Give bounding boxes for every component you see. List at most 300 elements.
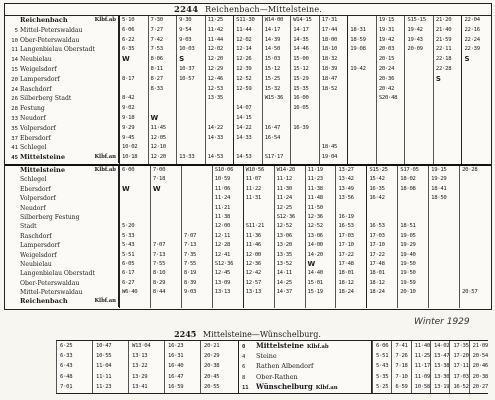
time-cell: 15·01 [307, 279, 323, 286]
time-cell: 15·42 [369, 176, 385, 183]
time-cell: W13·04 [132, 343, 151, 349]
station-km: 11 [11, 47, 18, 54]
time-cell: W15·36 [264, 95, 284, 102]
time-cell: 8·11 [150, 66, 163, 72]
time-cell: 10·47 [96, 343, 112, 349]
time-cell: 12·52 [307, 223, 323, 230]
time-cell: 14·17 [264, 26, 281, 33]
time-cell: 12·00 [214, 223, 231, 230]
time-cell: 5·51 [376, 353, 389, 360]
time-cell: 12·28 [214, 242, 231, 249]
time-cell: W10·56 [245, 167, 265, 173]
station-row [5, 16, 118, 26]
station-suffix: Klbf.an [315, 384, 338, 391]
time-cell: S15·25 [369, 167, 388, 173]
time-cell: 17·10 [369, 242, 385, 249]
up-station-list [5, 166, 119, 307]
time-cell: 11·11 [96, 373, 112, 380]
time-cell: 20·29 [204, 353, 220, 360]
time-cell: 11·40 [414, 343, 430, 349]
time-column [148, 16, 178, 164]
time-cell: 12·14 [236, 46, 252, 53]
time-cell: 13·06 [276, 232, 292, 239]
station-row [5, 204, 118, 213]
station-row [5, 124, 118, 134]
station-row [5, 65, 118, 75]
time-cell: 11·24 [276, 195, 292, 202]
time-cell: 17·20 [453, 353, 469, 360]
time-cell: 19·31 [378, 26, 395, 33]
time-cell: W [150, 114, 158, 122]
time-cell: 17·03 [453, 373, 469, 380]
time-cell: 14·37 [276, 289, 292, 296]
time-cell: 21·20 [435, 17, 452, 23]
time-cell: 12·41 [214, 251, 231, 258]
time-cell: 10·37 [179, 66, 195, 72]
time-cell: 7·55 [183, 261, 197, 267]
station-name: Schlegel [20, 144, 47, 152]
time-cell: 12·02 [236, 36, 252, 43]
time-cell: 12·20 [207, 56, 223, 63]
time-cell: 18·32 [321, 56, 338, 63]
time-cell: 5·35 [376, 373, 389, 380]
time-cell: 16·35 [369, 185, 385, 192]
station-row [5, 36, 118, 46]
time-column [459, 166, 491, 308]
time-cell: W6·40 [122, 289, 138, 296]
time-cell: 7·35 [183, 251, 197, 258]
time-column [243, 166, 275, 308]
time-cell: 11·36 [245, 232, 261, 239]
station-name: Wünschelburg [256, 381, 313, 391]
time-column [347, 16, 377, 164]
time-cell: 17·03 [338, 232, 354, 239]
time-cell: 17·35 [453, 343, 469, 349]
time-cell: 18·51 [400, 223, 416, 230]
time-cell: 22·28 [435, 66, 452, 72]
station-km: 24 [11, 86, 18, 93]
station-name: Reichenbach [20, 16, 68, 24]
time-cell: 16·54 [264, 134, 281, 141]
time-cell: 16·47 [264, 124, 281, 131]
time-cell: 20·38 [204, 363, 220, 370]
time-cell: 18·52 [321, 85, 338, 92]
time-cell: 13·35 [207, 95, 223, 102]
time-cell: 11·23 [307, 176, 323, 183]
time-cell: 11·44 [236, 26, 252, 33]
time-column [200, 341, 237, 393]
time-cell: 13·35 [276, 251, 292, 258]
time-cell: 19·42 [378, 36, 395, 43]
time-cell: 17·31 [321, 17, 338, 23]
time-cell: 18·31 [350, 26, 366, 33]
station-row [5, 222, 118, 231]
time-cell: 6·17 [122, 270, 135, 277]
time-column [411, 341, 431, 393]
time-cell: 19·42 [407, 26, 423, 33]
time-cell: 13·13 [132, 353, 148, 360]
time-cell: 12·11 [214, 232, 231, 239]
timetable-2244 [4, 3, 492, 310]
time-cell: 6·35 [122, 46, 135, 53]
down-times-grid [119, 16, 491, 164]
time-cell: W14·20 [276, 167, 295, 173]
time-cell: 7·41 [395, 343, 408, 349]
time-cell: 7·53 [150, 46, 163, 53]
station-row [5, 288, 118, 297]
time-cell: 15·00 [293, 56, 309, 63]
station-name: Silberberg Festung [20, 213, 80, 221]
time-cell: 14·17 [293, 26, 309, 33]
time-cell: 16·00 [293, 95, 309, 102]
station-km: 14 [11, 57, 18, 64]
time-cell: 13·13 [214, 289, 231, 296]
time-cell: 18·00 [321, 36, 338, 43]
time-cell: 19·08 [350, 46, 366, 53]
time-column [319, 16, 349, 164]
time-cell: 19·50 [400, 270, 416, 277]
time-cell: 15·12 [293, 66, 309, 72]
time-cell: 18·24 [338, 289, 354, 296]
station-name: Neubielau [20, 56, 52, 64]
time-cell: 20·46 [472, 363, 488, 370]
time-cell: 7·26 [395, 353, 408, 360]
time-cell: 14·53 [207, 154, 223, 161]
time-cell: 16·53 [338, 223, 354, 230]
time-column [128, 341, 165, 393]
time-cell: 16·47 [168, 373, 184, 380]
station-row [5, 75, 118, 85]
time-cell: S10·06 [214, 167, 234, 173]
time-cell: 11·25 [207, 17, 223, 23]
time-cell: 13·19 [434, 383, 450, 390]
station-km: 10 [11, 37, 18, 44]
time-cell: 6·25 [60, 343, 73, 349]
timetable-2244-number: 2244 [173, 5, 199, 15]
time-cell: 19·29 [431, 176, 447, 183]
time-cell: 19·05 [400, 232, 416, 239]
station-km: 4 [242, 354, 246, 361]
time-cell: 20·24 [378, 66, 395, 72]
time-cell: 13·41 [132, 383, 148, 390]
time-cell: W [122, 55, 130, 64]
station-name: Mittelsteine [256, 341, 304, 350]
time-cell: 18·47 [321, 75, 338, 82]
time-cell: 17·48 [369, 261, 385, 267]
time-cell: 12·57 [245, 279, 261, 286]
station-row [239, 372, 371, 382]
time-cell: 18·24 [369, 289, 385, 296]
time-cell: 9·18 [122, 115, 135, 121]
time-cell: 7·13 [152, 251, 166, 258]
time-cell: S [464, 55, 470, 64]
time-column [233, 16, 263, 164]
time-cell: 16·05 [293, 105, 309, 112]
time-cell: 8·39 [183, 279, 197, 286]
time-cell: 14·46 [293, 46, 309, 53]
time-cell: 15·35 [293, 85, 309, 92]
time-cell: 12·39 [236, 66, 252, 72]
time-cell: 16·23 [168, 343, 184, 349]
time-cell: 13·56 [338, 195, 354, 202]
time-cell: 8·42 [122, 95, 135, 102]
time-cell: 14·25 [276, 279, 292, 286]
station-row [239, 341, 371, 351]
station-row [5, 175, 118, 184]
time-cell: 20·55 [204, 383, 220, 390]
time-cell: 14·33 [236, 134, 252, 141]
time-column [461, 16, 491, 164]
time-cell: 11·09 [414, 373, 430, 380]
time-cell: 11·12 [276, 176, 292, 183]
time-cell: W [122, 184, 130, 193]
time-column [366, 166, 398, 308]
time-cell: 13·20 [276, 242, 292, 249]
time-cell: 18·02 [400, 176, 416, 183]
time-cell: 18·10 [321, 46, 338, 53]
time-cell: 18·41 [431, 185, 447, 192]
time-cell: 8·33 [150, 85, 163, 92]
time-column [176, 16, 206, 164]
time-cell: 20·21 [204, 343, 220, 349]
time-cell: 19·59 [400, 279, 416, 286]
time-column [397, 166, 429, 308]
station-name: Weigelsdorf [20, 65, 57, 73]
time-cell: 5·10 [122, 17, 135, 23]
time-cell: 14·22 [236, 124, 252, 131]
time-cell: 12·46 [207, 75, 223, 82]
station-name: Langenbielau Oberstadt [20, 46, 95, 54]
time-cell: 9·30 [179, 17, 192, 23]
time-cell: 16·42 [369, 195, 385, 202]
station-km: 33 [11, 115, 18, 122]
station-suffix: Klbf.ab [306, 344, 329, 350]
time-cell: 18·01 [369, 270, 385, 277]
time-cell: 11·50 [307, 204, 323, 211]
time-cell: 15·32 [264, 85, 281, 92]
time-cell: 11·42 [207, 26, 223, 33]
time-cell: 18·08 [400, 185, 416, 192]
time-cell: 20·36 [378, 75, 395, 82]
time-cell: 6·59 [395, 383, 408, 390]
time-cell: 13·52 [276, 261, 292, 267]
time-cell: 10·57 [179, 75, 195, 82]
time-cell: 7·07 [183, 232, 197, 239]
time-cell: 16·31 [168, 353, 184, 360]
time-cell: 12·26 [236, 56, 252, 63]
time-cell: 17·22 [338, 251, 354, 258]
station-km: 37 [11, 135, 18, 142]
time-cell: 10·03 [179, 46, 195, 53]
time-cell: 14·40 [307, 270, 323, 277]
station-row [5, 45, 118, 55]
time-cell: 11·45 [150, 124, 166, 131]
station-row [239, 351, 371, 361]
time-cell: 11·44 [207, 36, 223, 43]
station-km: 11 [242, 384, 249, 391]
time-cell: 6·00 [122, 167, 135, 173]
time-cell: 9·54 [179, 26, 192, 33]
time-cell: 19·42 [350, 66, 366, 72]
time-cell: 8·19 [183, 270, 197, 277]
time-column [56, 341, 93, 393]
time-cell: 10·59 [214, 176, 231, 183]
time-cell: 11·19 [307, 167, 323, 173]
time-cell: S20·48 [378, 95, 398, 102]
time-cell: 7·18 [152, 176, 166, 183]
time-cell: 14·39 [264, 36, 281, 43]
time-cell: 21·40 [435, 26, 452, 33]
time-cell: 7·55 [152, 261, 166, 267]
station-name: Neudorf [20, 114, 46, 122]
time-cell: 18·39 [321, 66, 338, 72]
time-column [119, 16, 149, 164]
station-row [5, 94, 118, 104]
time-cell: S12·36 [214, 261, 234, 267]
station-name: Raschdorf [20, 232, 52, 240]
station-row [5, 241, 118, 250]
time-cell: 20·03 [378, 46, 395, 53]
station-name: Steine [256, 352, 277, 361]
time-cell: 13·30 [434, 373, 450, 380]
time-cell: 6·05 [122, 261, 135, 267]
time-cell: 13·42 [338, 176, 354, 183]
station-suffix: Klbf.an [94, 298, 116, 305]
up-times-grid [119, 166, 491, 308]
station-name: Langenbielau Oberstadt [20, 270, 95, 278]
time-cell: S17·05 [400, 167, 419, 173]
station-km: 0 [242, 344, 246, 350]
time-cell: 18·59 [350, 36, 366, 43]
time-cell: 14·35 [293, 36, 309, 43]
station-km: 5 [14, 27, 18, 34]
time-cell: 20·27 [472, 383, 488, 390]
time-column [449, 341, 469, 393]
time-cell: 11·17 [414, 363, 430, 370]
time-cell: 19·43 [407, 36, 423, 43]
season-caption: Winter 1929 [414, 317, 470, 327]
time-cell: 11·48 [307, 195, 323, 202]
time-cell: 18·50 [431, 195, 447, 202]
time-column [430, 341, 450, 393]
time-cell: 6·06 [122, 26, 135, 33]
timetable-2245-station-list [238, 341, 372, 393]
time-column [290, 16, 320, 164]
time-cell: 12·20 [150, 154, 166, 161]
time-cell: 16·53 [369, 223, 385, 230]
station-km: 8 [242, 374, 246, 381]
time-cell: 7·27 [150, 26, 163, 33]
station-name: Mittelsteine [20, 166, 66, 174]
time-cell: 20·42 [378, 85, 395, 92]
timetable-2245 [56, 340, 488, 394]
time-cell: W [152, 184, 161, 193]
time-cell: 8·06 [150, 56, 163, 63]
time-cell: 15·19 [307, 289, 323, 296]
time-cell: 19·04 [321, 154, 338, 161]
station-suffix: Klbf.ab [94, 167, 116, 173]
time-cell: 16·59 [168, 383, 184, 390]
station-row [5, 269, 118, 278]
station-row [239, 382, 371, 392]
station-row [5, 114, 118, 124]
station-row [5, 260, 118, 269]
time-cell: 13·22 [132, 363, 148, 370]
time-cell: 11·06 [214, 185, 231, 192]
station-km: 28 [11, 106, 18, 113]
time-cell: 14·53 [236, 154, 252, 161]
time-cell: S17·17 [264, 154, 284, 161]
time-cell: 18·45 [321, 144, 338, 151]
time-cell: 6·48 [60, 373, 73, 380]
station-name: Stadt [20, 223, 37, 231]
station-row [5, 232, 118, 241]
time-column [433, 16, 463, 164]
time-cell: 7·07 [152, 242, 166, 249]
station-name: Volpersdorf [20, 124, 56, 132]
time-column [372, 341, 392, 393]
time-cell: 8·10 [152, 270, 166, 277]
time-cell: 14·11 [276, 270, 292, 277]
time-column [92, 341, 129, 393]
time-cell: 7·10 [395, 373, 408, 380]
time-cell: 12·45 [214, 270, 231, 277]
time-cell: 6·33 [60, 353, 73, 360]
time-cell: 13·29 [132, 373, 148, 380]
time-cell: 7·00 [152, 167, 166, 173]
station-row [5, 134, 118, 144]
time-cell: 10·18 [122, 154, 138, 161]
time-cell: 12·05 [150, 134, 166, 141]
time-cell: 13·06 [307, 232, 323, 239]
time-cell: 19·29 [400, 242, 416, 249]
time-cell: 8·27 [150, 75, 163, 82]
time-cell: 6·22 [122, 36, 135, 43]
time-cell: 9·02 [122, 105, 135, 112]
time-cell: W [307, 260, 315, 268]
time-cell: 9·03 [179, 36, 192, 43]
station-name: Raschdorf [20, 85, 52, 93]
time-cell: 19·50 [400, 261, 416, 267]
station-name: Silberberg Stadt [20, 95, 72, 103]
time-cell: 22·39 [464, 46, 480, 53]
station-km: 26 [11, 96, 18, 103]
station-km: 45 [11, 155, 18, 162]
station-km: 15 [11, 66, 18, 73]
time-cell: 9·03 [183, 289, 197, 296]
time-cell: 5·51 [122, 251, 135, 258]
time-cell: 16·39 [293, 124, 309, 131]
time-cell: 12·29 [207, 66, 223, 72]
time-cell: S12·36 [276, 214, 295, 220]
time-cell: 15·29 [293, 75, 309, 82]
down-station-list [5, 16, 119, 163]
time-cell: 16·19 [338, 214, 354, 220]
time-cell: 20·45 [204, 373, 220, 380]
station-name: Weigelsdorf [20, 251, 57, 259]
time-cell: 11·22 [245, 185, 261, 192]
timetable-2244-route: Reichenbach—Mittelsteine. [205, 5, 323, 14]
time-cell: 5·20 [122, 223, 135, 230]
time-cell: S15·15 [407, 17, 426, 23]
time-cell: 13·47 [434, 353, 450, 360]
time-cell: 19·15 [378, 17, 395, 23]
time-cell: 22·04 [464, 17, 480, 23]
time-cell: 12·00 [245, 251, 261, 258]
time-cell: 17·48 [338, 261, 354, 267]
time-cell: 10·02 [122, 144, 138, 151]
time-cell: 14·22 [207, 124, 223, 131]
